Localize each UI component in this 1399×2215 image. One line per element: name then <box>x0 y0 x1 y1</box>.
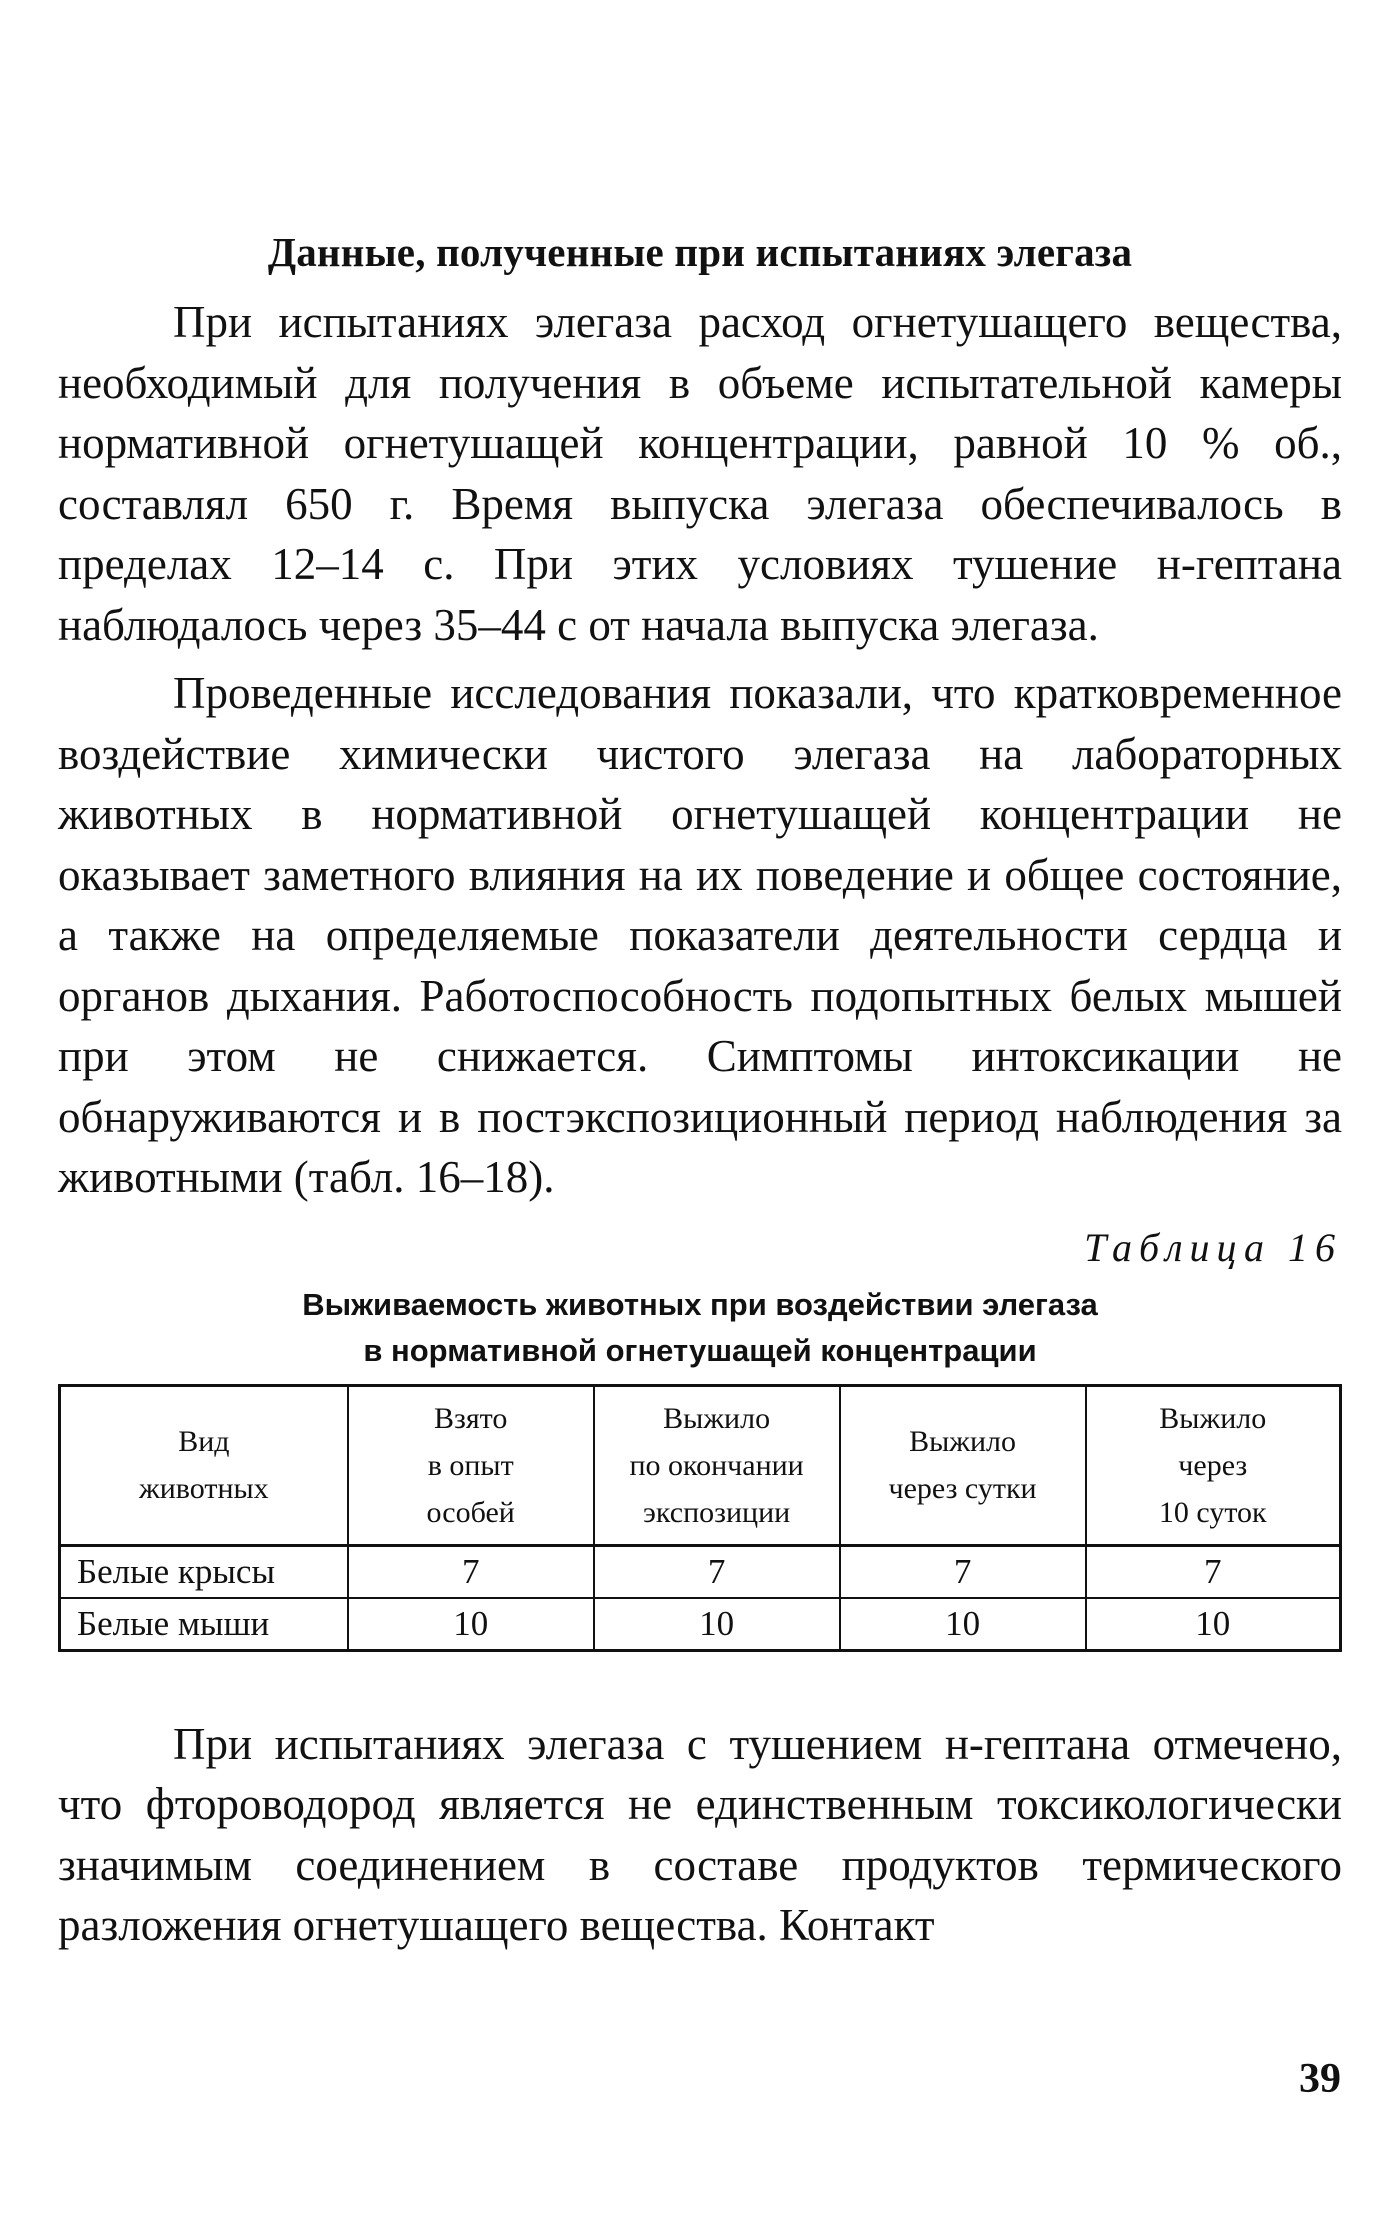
table-cell: 7 <box>840 1545 1086 1598</box>
header-survived-10-days: Выжило через 10 суток <box>1086 1385 1341 1545</box>
header-survived-day: Выжило через сутки <box>840 1385 1086 1545</box>
table-caption-line-1: Выживаемость животных при воздействии элегаза <box>302 1286 1098 1322</box>
table-cell: 10 <box>840 1598 1086 1651</box>
paragraph-3: При испытаниях элегаза с тушением н-гептана отмечено, что фтороводород является не единственным токсикологически значимым соединением в составе продуктов термического разложения огнетушащего вещества. Контакт <box>58 1718 1342 1950</box>
table-cell: 10 <box>348 1598 594 1651</box>
table-cell: 7 <box>348 1545 594 1598</box>
page-number: 39 <box>1299 2056 1341 2102</box>
table-cell: Белые мыши <box>60 1598 348 1651</box>
header-taken: Взято в опыт особей <box>348 1385 594 1545</box>
table-cell: Белые крысы <box>60 1545 348 1598</box>
header-species: Вид животных <box>60 1385 348 1545</box>
page-body <box>58 222 1342 1956</box>
table-caption <box>58 1282 1342 1374</box>
header-survived-exposure: Выжило по окончании экспозиции <box>594 1385 840 1545</box>
table-cell: 7 <box>594 1545 840 1598</box>
paragraph-2: Проведенные исследования показали, что кратковременное воздействие химически чистого элегаза на лабораторных животных в нормативной огнетушащей концентрации не оказывает заметного влияния на их поведение и общее состояние, а также на определяемые показатели деятельности сердца и органов дыхания. Работоспособность подопытных белых мышей при этом не снижается. Симптомы интоксикации не обнаруживаются и в постэкспозиционный период наблюдения за животными (табл. 16–18). <box>58 668 1342 1202</box>
section-heading: Данные, полученные при испытаниях элегаза <box>267 229 1133 275</box>
table-row <box>60 1598 1341 1651</box>
table-cell: 10 <box>1086 1598 1341 1651</box>
paragraph-1: При испытаниях элегаза расход огнетушащего вещества, необходимый для получения в объеме испытательной камеры нормативной огнетушащей концентрации, равной 10 % об., составлял 650 г. Время выпуска элегаза обеспечивалось в пределах 12–14 с. При этих условиях тушение н-гептана наблюдалось через 35–44 с от начала выпуска элегаза. <box>58 297 1342 650</box>
table-label: Таблица 16 <box>1084 1224 1342 1270</box>
survival-table <box>58 1384 1342 1652</box>
table-caption-line-2: в нормативной огнетушащей концентрации <box>363 1332 1037 1368</box>
table-cell: 10 <box>594 1598 840 1651</box>
table-row <box>60 1545 1341 1598</box>
table-header-row <box>60 1385 1341 1545</box>
table-cell: 7 <box>1086 1545 1341 1598</box>
